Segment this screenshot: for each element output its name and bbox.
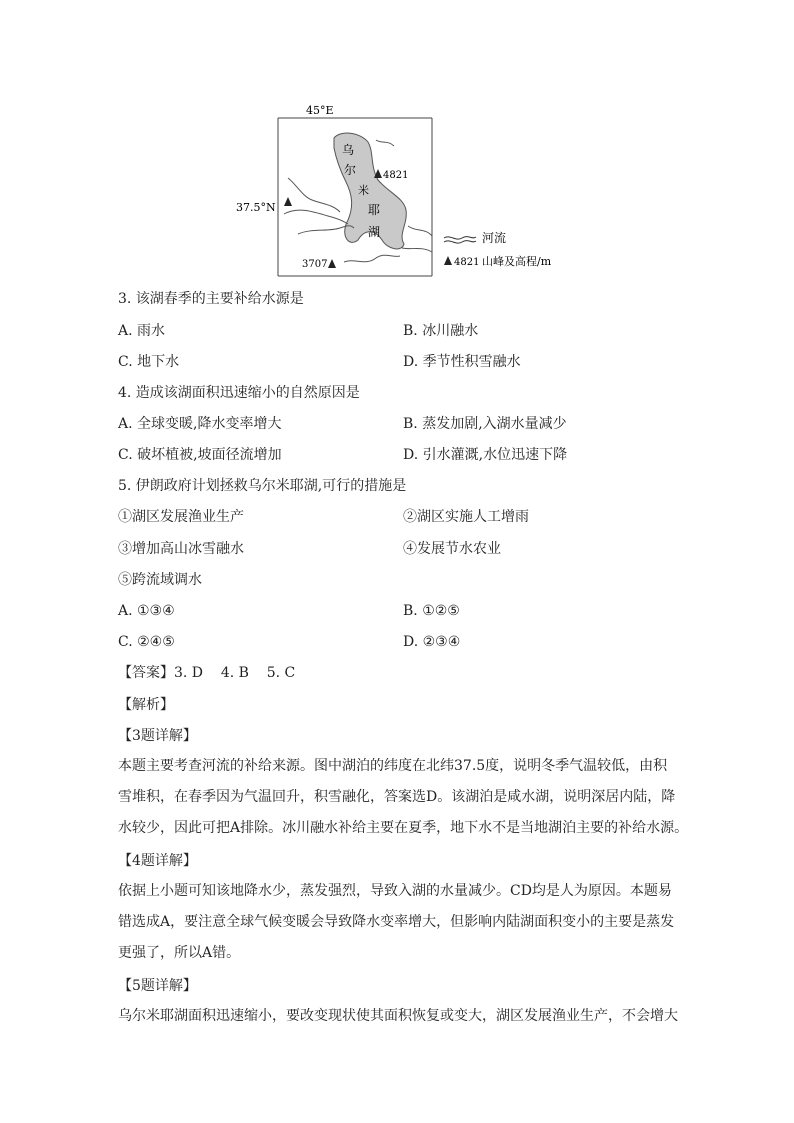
detail-4-heading: 【4题详解】 [118, 853, 197, 869]
answer-line: 【答案】3. D 4. B 5. C [118, 665, 296, 681]
latitude-label: 37.5°N [236, 201, 276, 214]
detail-5-body [118, 1001, 678, 1032]
q5-measure-3: ③增加高山冰雪融水 [118, 541, 244, 557]
detail-4-line: 依据上小题可知该地降水少，蒸发强烈，导致入湖的水量减少。CD均是人为原因。本题易 [118, 883, 672, 899]
river-1 [288, 178, 340, 212]
q3-option-a: A. 雨水 [118, 323, 166, 339]
lake-char-1: 乌 [342, 143, 355, 157]
q5-measure-5: ⑤跨流域调水 [118, 572, 202, 588]
q5-option-a: A. ①③④ [118, 603, 175, 619]
detail-3-heading: 【3题详解】 [118, 728, 197, 744]
river-7 [376, 140, 394, 146]
detail-3-line: 雪堆积，在春季因为气温回升，积雪融化，答案选D。该湖泊是咸水湖，说明深居内陆，降 [118, 789, 676, 805]
q3-stem: 3. 该湖春季的主要补给水源是 [118, 291, 304, 307]
legend-river-label: 河流 [482, 231, 507, 245]
q5-option-c: C. ②④⑤ [118, 634, 175, 650]
lake-char-4: 耶 [368, 203, 381, 217]
q5-option-d: D. ②③④ [403, 634, 461, 650]
lake-map-figure [236, 100, 566, 278]
q3-option-b: B. 冰川融水 [403, 323, 479, 339]
q4-option-b: B. 蒸发加剧,入湖水量减少 [403, 416, 567, 432]
q3-option-d: D. 季节性积雪融水 [403, 354, 521, 370]
detail-4-line: 更强了，所以A错。 [118, 945, 241, 961]
peak-label-4821: 4821 [383, 170, 409, 181]
q5-option-b: B. ①②⑤ [403, 603, 460, 619]
peak-label-3707: 3707 [302, 259, 328, 270]
q4-option-a: A. 全球变暖,降水变率增大 [118, 416, 282, 432]
legend-peak-symbol [444, 256, 452, 265]
q3-option-c: C. 地下水 [118, 354, 180, 370]
longitude-label: 45°E [306, 104, 334, 117]
q4-option-d: D. 引水灌溉,水位迅速下降 [403, 447, 568, 463]
lake-char-5: 湖 [368, 225, 381, 239]
lake-char-3: 米 [358, 184, 369, 197]
peak-marker-3707 [328, 259, 336, 268]
peak-marker-west [284, 197, 292, 206]
q4-stem: 4. 造成该湖面积迅速缩小的自然原因是 [118, 385, 360, 401]
river-2 [284, 210, 348, 224]
river-5 [408, 226, 432, 236]
detail-3-body [118, 751, 689, 844]
river-6 [402, 248, 432, 252]
legend-peak-label: 山峰及高程/m [482, 255, 552, 268]
detail-5-heading: 【5题详解】 [118, 978, 197, 994]
detail-3-line: 本题主要考查河流的补给来源。图中湖泊的纬度在北纬37.5度，说明冬季气温较低，由积 [118, 758, 668, 774]
lake-char-2: 尔 [344, 163, 357, 177]
river-4 [344, 255, 400, 262]
detail-5-line: 乌尔米耶湖面积迅速缩小，要改变现状使其面积恢复或变大，湖区发展渔业生产，不会增大 [118, 1008, 678, 1024]
detail-3-line: 水较少，因此可把A排除。冰川融水补给主要在夏季，地下水不是当地湖泊主要的补给水源。 [118, 820, 689, 836]
q4-option-c: C. 破坏植被,坡面径流增加 [118, 447, 282, 463]
legend-peak-value: 4821 [454, 257, 480, 268]
lake-map-svg [236, 100, 566, 278]
detail-4-line: 错选成A，要注意全球气候变暖会导致降水变率增大，但影响内陆湖面积变小的主要是蒸发 [118, 914, 675, 930]
q5-measure-1: ①湖区发展渔业生产 [118, 509, 244, 525]
q5-measure-2: ②湖区实施人工增雨 [403, 509, 529, 525]
analysis-heading: 【解析】 [118, 697, 174, 713]
legend-river-symbol [444, 237, 476, 240]
detail-4-body [118, 876, 678, 969]
q5-stem: 5. 伊朗政府计划拯救乌尔米耶湖,可行的措施是 [118, 478, 407, 494]
q5-measure-4: ④发展节水农业 [403, 541, 501, 557]
